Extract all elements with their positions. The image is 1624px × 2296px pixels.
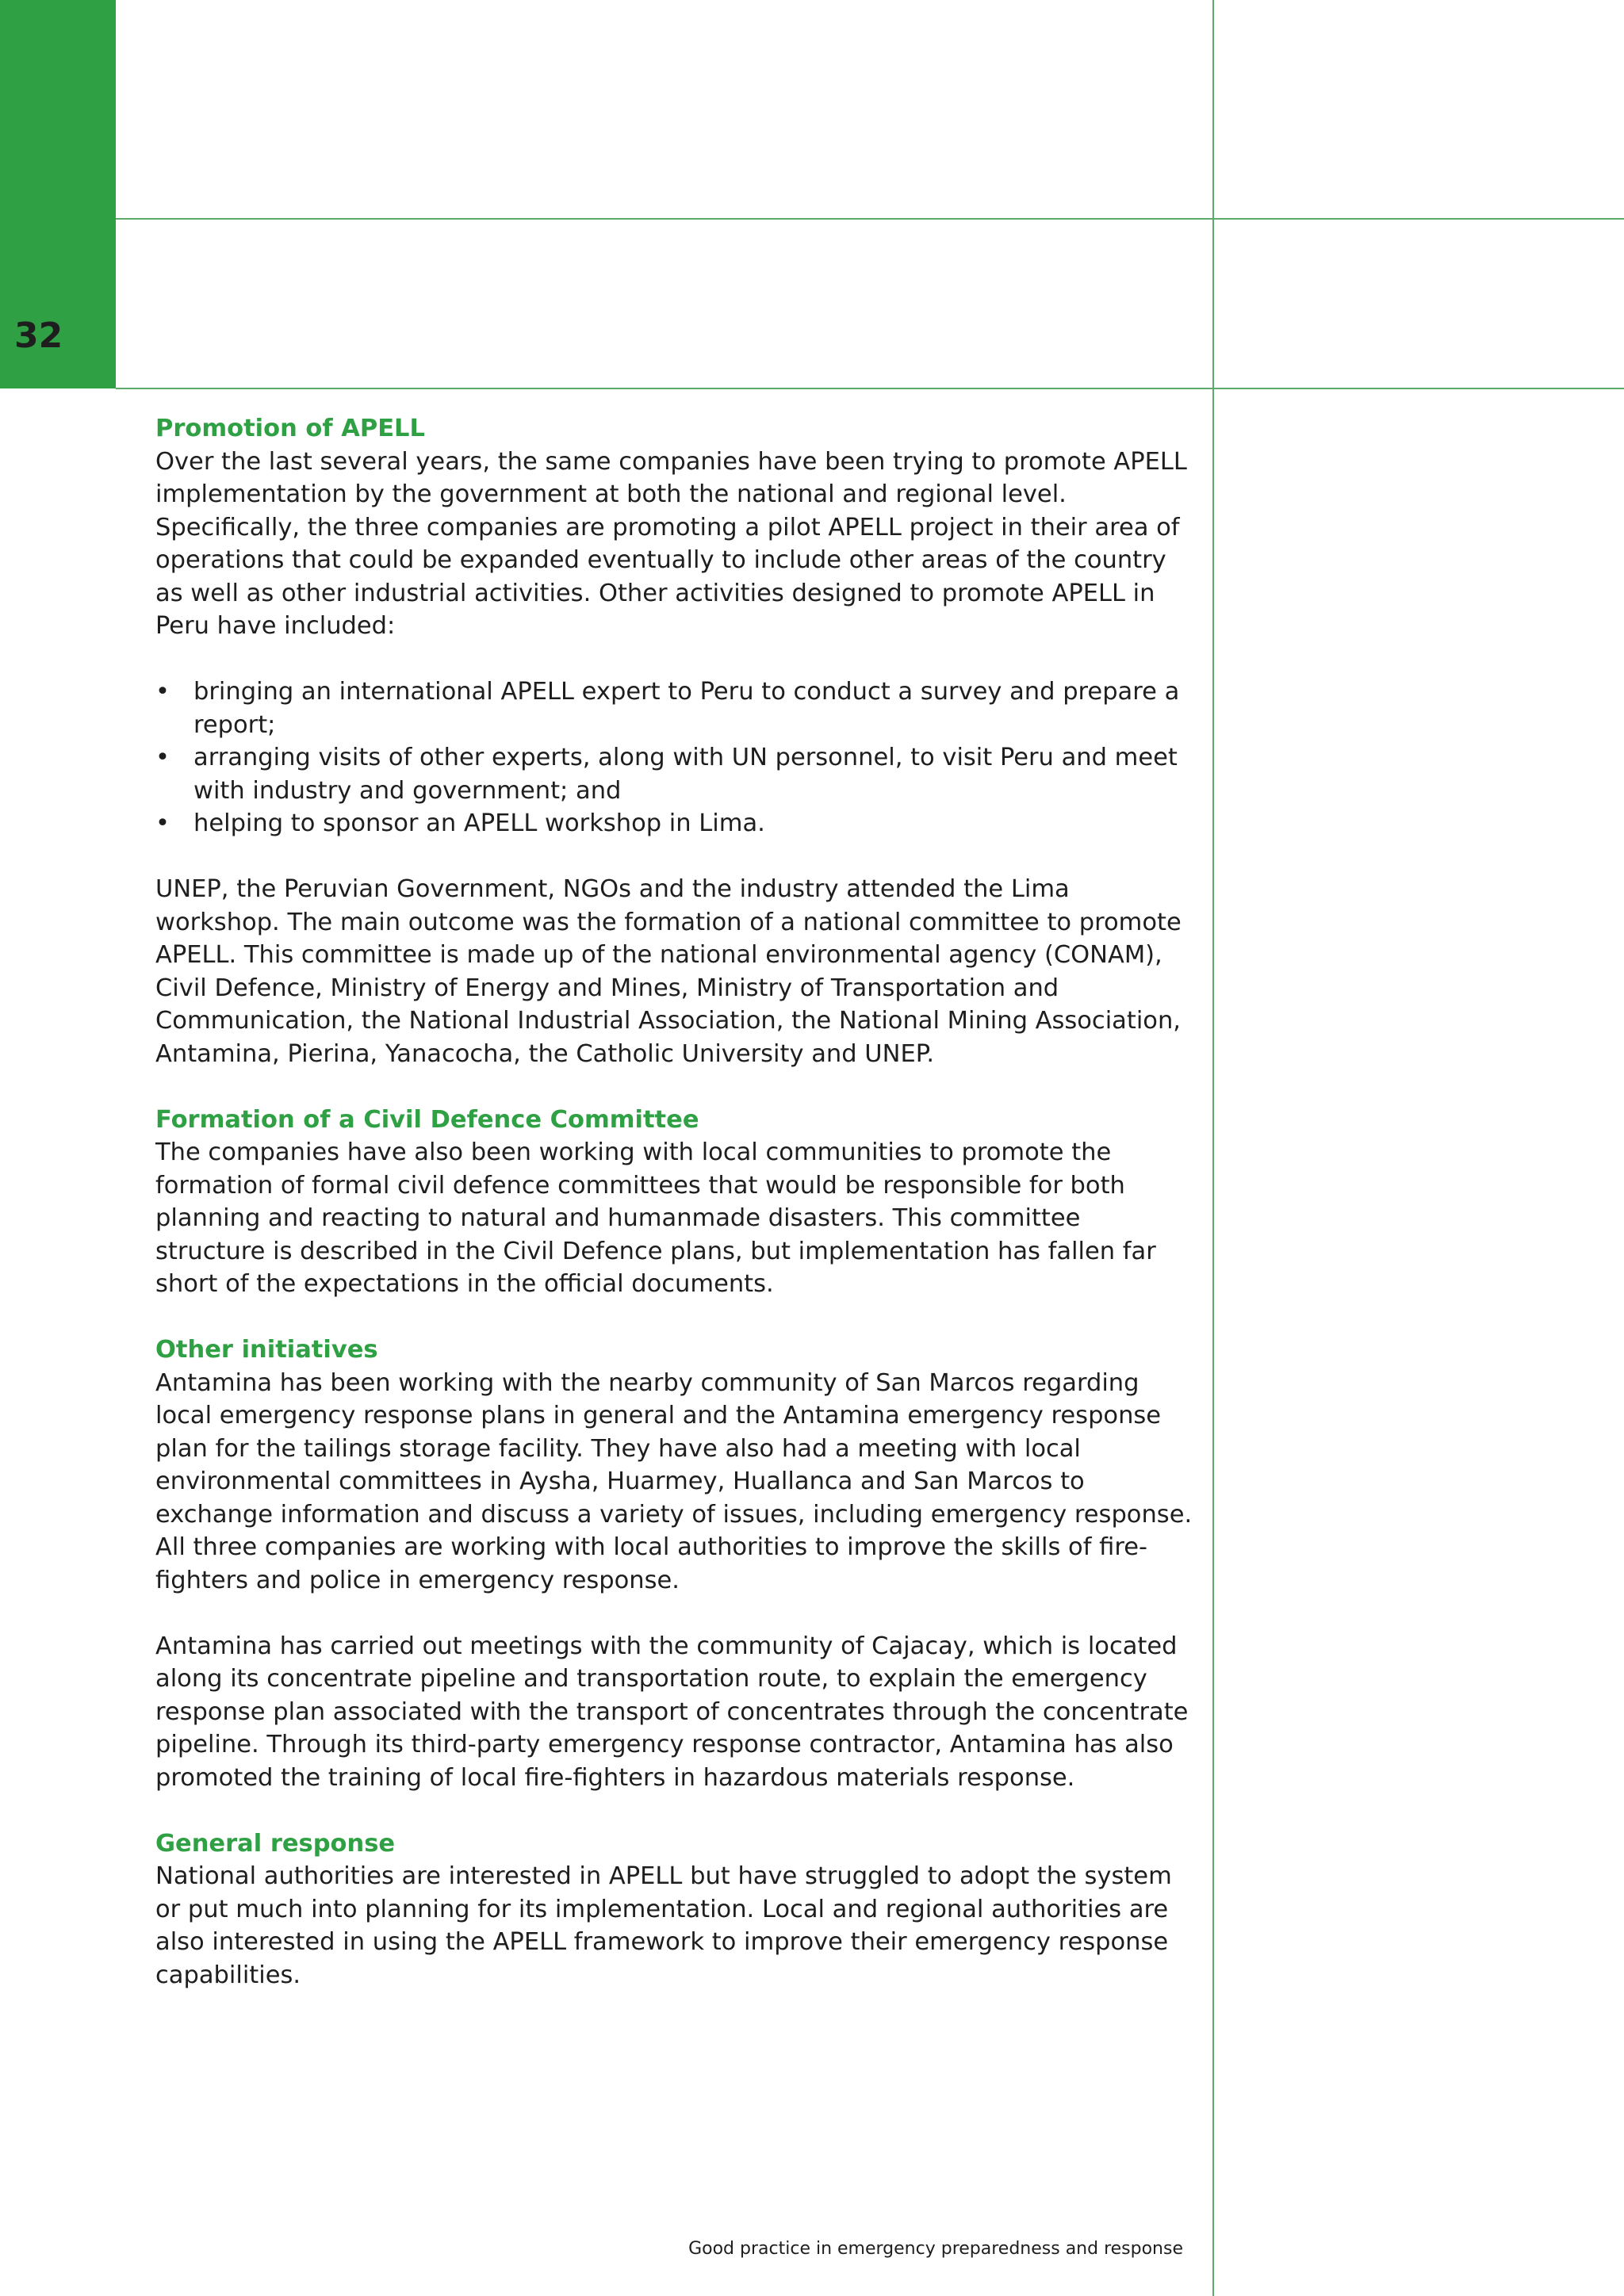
heading-civil-defence: Formation of a Civil Defence Committee — [155, 1105, 699, 1134]
bullet-list — [155, 675, 1194, 840]
page-number: 32 — [14, 316, 63, 356]
paragraph-other-1: Antamina has been working with the nearby community of San Marcos regarding local emergency response plans in general and the Antamina emergency response plan for the tailings storage facility. They have also had a meeting with local environmental committees in Aysha, Huarmey, Huallanca and San Marcos to exchange information and discuss a variety of issues, including emergency response. All three companies are working with local authorities to improve the skills of fire-fighters and police in emergency response. — [155, 1368, 1193, 1594]
body-text — [155, 412, 1194, 1992]
list-item: • helping to sponsor an APELL workshop in Lima. — [155, 807, 1194, 840]
paragraph-promotion-intro: Over the last several years, the same companies have been trying to promote APELL implementation by the government at both the national and regional level. Specifically, the three companies are promoting a pilot APELL project in their area of operations that could be expanded eventually to include other areas of the country as well as other industrial activities. Other activities designed to promote APELL in Peru have included: — [155, 447, 1187, 640]
vertical-rule — [1212, 0, 1214, 2296]
heading-promotion: Promotion of APELL — [155, 415, 425, 442]
paragraph-general-response: National authorities are interested in APELL but have struggled to adopt the system or put much into planning for its implementation. Local and regional authorities are also interested in using the APELL framework to improve their emergency response capabilities. — [155, 1862, 1172, 1989]
paragraph-promotion-workshop: UNEP, the Peruvian Government, NGOs and the industry attended the Lima workshop. The main outcome was the formation of a national committee to promote APELL. This committee is made up of the national environmental agency (CONAM), Civil Defence, Ministry of Energy and Mines, Ministry of Transportation and Communication, the National Industrial Association, the National Mining Association, Antamina, Pierina, Yanacocha, the Catholic University and UNEP. — [155, 875, 1182, 1068]
heading-other-initiatives: Other initiatives — [155, 1336, 378, 1364]
running-footer: Good practice in emergency preparedness and response — [688, 2239, 1183, 2259]
paragraph-civil-defence: The companies have also been working with local communities to promote the formation of formal civil defence committees that would be responsible for both planning and reacting to natural and humanmade disasters. This committee structure is described in the Civil Defence plans, but implementation has fallen far short of the expectations in the official documents. — [155, 1138, 1156, 1298]
horizontal-rule-bottom — [116, 388, 1624, 389]
heading-general-response: General response — [155, 1829, 396, 1858]
list-item: • arranging visits of other experts, along with UN personnel, to visit Peru and meet with industry and government; and — [155, 741, 1194, 807]
horizontal-rule-top — [116, 218, 1624, 220]
paragraph-other-2: Antamina has carried out meetings with the community of Cajacay, which is located along its concentrate pipeline and transportation route, to explain the emergency response plan associated with the transport of concentrates through the concentrate pipeline. Through its third-party emergency response contractor, Antamina has also promoted the training of local fire-fighters in hazardous materials response. — [155, 1632, 1189, 1792]
list-item: • bringing an international APELL expert to Peru to conduct a survey and prepare a report; — [155, 675, 1194, 741]
